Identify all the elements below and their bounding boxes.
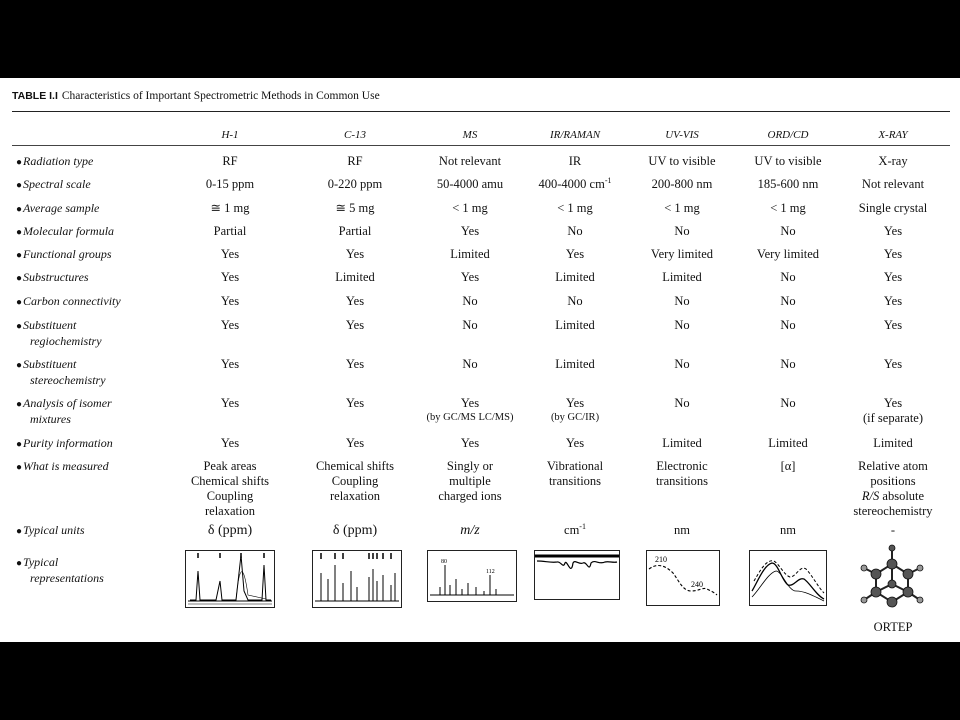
col-header-uv-vis: UV-VIS xyxy=(665,129,699,141)
cell-value: Yes xyxy=(220,436,240,450)
cell-value: Yes xyxy=(565,247,585,261)
row-label-text: Analysis of isomer xyxy=(23,396,112,410)
cell-value: cm xyxy=(564,523,580,537)
row-label-text: What is measured xyxy=(23,459,109,473)
cell-value: Yes xyxy=(460,436,480,450)
cell-ir-raman xyxy=(530,177,620,192)
cell-h1 xyxy=(185,436,275,451)
cell-value: Yes xyxy=(565,436,585,450)
cell-value: Limited xyxy=(662,270,702,284)
bullet-icon: ● xyxy=(16,297,23,308)
cell-value: < 1 mg xyxy=(557,201,593,215)
cell-c13 xyxy=(310,201,400,216)
cell-value: Yes xyxy=(220,396,240,410)
cell-value: No xyxy=(674,357,690,371)
cell-ir-raman xyxy=(530,318,620,333)
row-label-text: Functional groups xyxy=(23,247,112,261)
row-label-continuation: representations xyxy=(30,571,104,585)
cell-ir-raman xyxy=(530,154,620,169)
cell-ord-cd xyxy=(743,177,833,192)
bullet-icon: ● xyxy=(16,558,23,569)
superscript-exponent: -1 xyxy=(604,175,612,185)
cell-uv-vis xyxy=(637,294,727,309)
cell-x-ray xyxy=(848,436,938,451)
cell-value: UV to visible xyxy=(754,154,822,168)
cell-c13 xyxy=(310,247,400,262)
bullet-icon: ● xyxy=(16,439,23,450)
cell-ord-cd xyxy=(743,396,833,411)
header-rule xyxy=(12,145,950,146)
cell-value: No xyxy=(780,294,796,308)
cell-c13 xyxy=(310,436,400,451)
cell-x-ray xyxy=(848,459,938,519)
c13-nmr-spectrum-thumbnail xyxy=(312,550,402,608)
cell-value: RF xyxy=(222,154,238,168)
cell-value: 185-600 nm xyxy=(757,177,819,191)
col-header-ms: MS xyxy=(462,129,478,141)
cell-value: Limited xyxy=(555,357,595,371)
bullet-icon: ● xyxy=(16,273,23,284)
row-label-text: Radiation type xyxy=(23,154,94,168)
cell-value: Yes xyxy=(345,396,365,410)
cell-ms xyxy=(425,247,515,262)
cell-value: No xyxy=(780,224,796,238)
cell-value: Relative atom positions xyxy=(858,459,928,488)
ord-cd-spectrum-thumbnail xyxy=(749,550,827,606)
row-label-text: Purity information xyxy=(23,436,113,450)
cell-value: Very limited xyxy=(650,247,714,261)
bullet-icon: ● xyxy=(16,180,23,191)
cell-x-ray xyxy=(848,177,938,192)
cell-ms xyxy=(425,201,515,216)
bullet-icon: ● xyxy=(16,227,23,238)
uv-peak-label-240: 240 xyxy=(691,580,703,589)
h1-nmr-spectrum-thumbnail xyxy=(185,550,275,608)
cell-ms xyxy=(425,459,515,504)
row-label-text: Typical xyxy=(23,555,59,569)
cell-ms xyxy=(425,357,515,372)
cell-value: Yes xyxy=(220,318,240,332)
cell-value: < 1 mg xyxy=(664,201,700,215)
row-label-text: Typical units xyxy=(23,523,85,537)
row-label xyxy=(16,247,112,263)
cell-value: No xyxy=(567,294,583,308)
bullet-icon: ● xyxy=(16,321,23,332)
col-header-c13: C-13 xyxy=(344,129,366,141)
cell-ms xyxy=(425,224,515,239)
cell-value: ≅ 1 mg xyxy=(210,201,250,215)
top-rule xyxy=(12,111,950,112)
cell-ord-cd xyxy=(743,318,833,333)
cell-ir-raman xyxy=(530,247,620,262)
cell-value: Not relevant xyxy=(438,154,502,168)
cell-value: No xyxy=(462,294,478,308)
row-label xyxy=(16,224,114,240)
bullet-icon: ● xyxy=(16,157,23,168)
cell-uv-vis xyxy=(637,396,727,411)
cell-value: No xyxy=(780,318,796,332)
cell-x-ray xyxy=(848,357,938,372)
superscript-exponent: -1 xyxy=(579,521,586,531)
cell-uv-vis xyxy=(637,154,727,169)
cell-ms xyxy=(425,396,515,424)
bullet-icon: ● xyxy=(16,360,23,371)
cell-value: [α] xyxy=(780,459,796,473)
cell-value: Partial xyxy=(213,224,247,238)
cell-c13 xyxy=(310,459,400,504)
cell-value: No xyxy=(674,318,690,332)
cell-ord-cd xyxy=(743,154,833,169)
cell-ir-raman xyxy=(530,270,620,285)
rs-absolute-text: absolute stereochemistry xyxy=(853,489,933,518)
cell-h1 xyxy=(185,201,275,216)
cell-value: Yes xyxy=(220,270,240,284)
cell-uv-vis xyxy=(637,436,727,451)
cell-h1 xyxy=(185,270,275,285)
cell-ord-cd xyxy=(743,436,833,451)
row-label-text: Average sample xyxy=(23,201,100,215)
cell-value: Yes xyxy=(345,357,365,371)
cell-ms xyxy=(425,154,515,169)
cell-value: Yes xyxy=(220,294,240,308)
cell-value: 400-4000 cm xyxy=(538,177,605,191)
cell-x-ray xyxy=(848,201,938,216)
cell-c13 xyxy=(310,294,400,309)
cell-ord-cd xyxy=(743,459,833,474)
cell-h1 xyxy=(185,396,275,411)
cell-c13 xyxy=(310,318,400,333)
cell-h1 xyxy=(185,294,275,309)
cell-value: Yes xyxy=(220,357,240,371)
cell-value: Limited xyxy=(873,436,913,450)
cell-value: - xyxy=(890,523,896,537)
cell-value: Yes xyxy=(883,318,903,332)
cell-value: Yes xyxy=(460,396,480,410)
row-label xyxy=(16,177,91,193)
cell-value: < 1 mg xyxy=(770,201,806,215)
row-label xyxy=(16,555,104,586)
cell-value: Chemical shifts Coupling relaxation xyxy=(315,459,395,503)
cell-x-ray xyxy=(848,318,938,333)
cell-ord-cd xyxy=(743,247,833,262)
cell-value: Yes xyxy=(883,270,903,284)
row-label-text: Substituent xyxy=(23,318,77,332)
row-label xyxy=(16,294,121,310)
cell-c13 xyxy=(310,270,400,285)
cell-uv-vis xyxy=(637,270,727,285)
cell-value: ≅ 5 mg xyxy=(335,201,375,215)
row-label xyxy=(16,459,109,475)
cell-value: δ (ppm) xyxy=(332,523,378,538)
ir-spectrum-thumbnail xyxy=(534,550,620,600)
cell-uv-vis xyxy=(637,357,727,372)
table-number: TABLE I.I xyxy=(12,90,58,102)
cell-value: Yes xyxy=(345,318,365,332)
cell-value: δ (ppm) xyxy=(207,523,253,538)
col-header-ir-raman: IR/RAMAN xyxy=(549,129,601,141)
cell-c13 xyxy=(310,523,400,538)
bullet-icon: ● xyxy=(16,462,23,473)
cell-c13 xyxy=(310,177,400,192)
cell-value: Yes xyxy=(345,436,365,450)
table-page xyxy=(0,78,960,642)
cell-value: No xyxy=(462,318,478,332)
cell-value: Yes xyxy=(460,270,480,284)
bullet-icon: ● xyxy=(16,526,23,537)
cell-h1 xyxy=(185,154,275,169)
cell-value: No xyxy=(674,224,690,238)
bullet-icon: ● xyxy=(16,250,23,261)
bullet-icon: ● xyxy=(16,399,23,410)
cell-value: Limited xyxy=(450,247,490,261)
cell-ord-cd xyxy=(743,270,833,285)
cell-value: nm xyxy=(780,523,796,537)
row-label xyxy=(16,357,106,388)
cell-x-ray xyxy=(848,247,938,262)
cell-value: Yes xyxy=(460,224,480,238)
cell-value: Singly or multiple charged ions xyxy=(438,459,502,503)
cell-value: No xyxy=(780,270,796,284)
table-caption xyxy=(12,90,380,102)
cell-c13 xyxy=(310,396,400,411)
cell-c13 xyxy=(310,154,400,169)
cell-ir-raman xyxy=(530,201,620,216)
ortep-molecule-drawing xyxy=(858,540,926,616)
cell-ord-cd xyxy=(743,523,833,538)
row-label xyxy=(16,396,112,427)
cell-h1 xyxy=(185,224,275,239)
cell-ms xyxy=(425,436,515,451)
col-header-ord-cd: ORD/CD xyxy=(767,129,809,141)
cell-h1 xyxy=(185,523,275,538)
cell-ms xyxy=(425,294,515,309)
row-label-text: Molecular formula xyxy=(23,224,115,238)
cell-ord-cd xyxy=(743,294,833,309)
table-title: Characteristics of Important Spectrometric Methods in Common Use xyxy=(61,90,380,102)
cell-h1 xyxy=(185,459,275,519)
cell-ir-raman xyxy=(530,436,620,451)
ms-peak-label-80: 80 xyxy=(441,559,447,565)
cell-value: 0-220 ppm xyxy=(327,177,383,191)
cell-value: No xyxy=(780,357,796,371)
cell-ir-raman xyxy=(530,357,620,372)
cell-value: Not relevant xyxy=(861,177,925,191)
cell-value: RF xyxy=(347,154,363,168)
row-label-continuation: stereochemistry xyxy=(30,373,106,387)
cell-value: Limited xyxy=(768,436,808,450)
cell-value: 50-4000 amu xyxy=(436,177,504,191)
cell-value: 0-15 ppm xyxy=(205,177,255,191)
cell-note: (by GC/IR) xyxy=(550,412,600,423)
cell-value: Yes xyxy=(345,294,365,308)
cell-x-ray xyxy=(848,396,938,426)
ortep-label: ORTEP xyxy=(873,620,913,634)
cell-c13 xyxy=(310,357,400,372)
cell-value: No xyxy=(674,294,690,308)
cell-value: m/z xyxy=(460,523,480,538)
cell-value: nm xyxy=(674,523,690,537)
cell-note: (by GC/MS LC/MS) xyxy=(426,412,514,423)
cell-ord-cd xyxy=(743,201,833,216)
cell-value: Partial xyxy=(338,224,372,238)
row-label-text: Carbon connectivity xyxy=(23,294,121,308)
uv-vis-spectrum-thumbnail xyxy=(646,550,720,606)
row-label-text: Substituent xyxy=(23,357,77,371)
cell-ir-raman xyxy=(530,396,620,424)
cell-x-ray xyxy=(848,154,938,169)
cell-value: X-ray xyxy=(878,154,908,168)
rs-label: R/S xyxy=(861,489,880,503)
cell-value: Yes xyxy=(345,247,365,261)
cell-value: Yes xyxy=(883,396,903,410)
cell-h1 xyxy=(185,357,275,372)
cell-value: Yes xyxy=(883,294,903,308)
cell-value: IR xyxy=(568,154,582,168)
cell-uv-vis xyxy=(637,177,727,192)
cell-value: Very limited xyxy=(756,247,820,261)
row-label xyxy=(16,318,102,349)
cell-ord-cd xyxy=(743,357,833,372)
col-header-x-ray: X-RAY xyxy=(878,129,908,141)
cell-uv-vis xyxy=(637,247,727,262)
uv-peak-label-210: 210 xyxy=(655,555,667,564)
col-header-h1: H-1 xyxy=(221,129,239,141)
cell-value: No xyxy=(567,224,583,238)
row-label xyxy=(16,270,89,286)
cell-value: Vibrational transitions xyxy=(546,459,604,488)
cell-value: Peak areas Chemical shifts Coupling relaxation xyxy=(190,459,270,518)
row-label-continuation: regiochemistry xyxy=(30,334,102,348)
cell-h1 xyxy=(185,177,275,192)
row-label-text: Substructures xyxy=(23,270,89,284)
row-label xyxy=(16,523,85,539)
cell-h1 xyxy=(185,318,275,333)
cell-value: No xyxy=(462,357,478,371)
row-label xyxy=(16,201,99,217)
cell-value: No xyxy=(780,396,796,410)
cell-value: Limited xyxy=(555,318,595,332)
cell-x-ray xyxy=(848,523,938,538)
cell-uv-vis xyxy=(637,459,727,489)
cell-ord-cd xyxy=(743,224,833,239)
cell-ms xyxy=(425,523,515,538)
cell-value: Single crystal xyxy=(858,201,928,215)
cell-ir-raman xyxy=(530,294,620,309)
cell-value: Limited xyxy=(662,436,702,450)
row-label xyxy=(16,154,93,170)
cell-value: Yes xyxy=(883,247,903,261)
cell-ms xyxy=(425,270,515,285)
cell-value: Limited xyxy=(335,270,375,284)
cell-ir-raman xyxy=(530,224,620,239)
cell-value: Yes xyxy=(220,247,240,261)
cell-value: Yes xyxy=(883,224,903,238)
cell-uv-vis xyxy=(637,523,727,538)
cell-value: < 1 mg xyxy=(452,201,488,215)
cell-x-ray xyxy=(848,224,938,239)
ms-spectrum-thumbnail xyxy=(427,550,517,602)
cell-value: Yes xyxy=(883,357,903,371)
bullet-icon: ● xyxy=(16,204,23,215)
row-label-text: Spectral scale xyxy=(23,177,91,191)
cell-h1 xyxy=(185,247,275,262)
cell-c13 xyxy=(310,224,400,239)
row-label-continuation: mixtures xyxy=(30,412,71,426)
cell-uv-vis xyxy=(637,224,727,239)
cell-ms xyxy=(425,177,515,192)
cell-note: (if separate) xyxy=(862,411,924,425)
cell-uv-vis xyxy=(637,318,727,333)
cell-value: UV to visible xyxy=(648,154,716,168)
cell-value: No xyxy=(674,396,690,410)
cell-x-ray xyxy=(848,294,938,309)
cell-value: 200-800 nm xyxy=(651,177,713,191)
cell-x-ray xyxy=(848,270,938,285)
cell-value: Limited xyxy=(555,270,595,284)
ms-peak-label-112: 112 xyxy=(486,569,495,575)
cell-value: Electronic transitions xyxy=(655,459,709,488)
cell-ir-raman xyxy=(530,523,620,538)
cell-ms xyxy=(425,318,515,333)
row-label xyxy=(16,436,113,452)
cell-value: Yes xyxy=(565,396,585,410)
cell-uv-vis xyxy=(637,201,727,216)
cell-ir-raman xyxy=(530,459,620,489)
